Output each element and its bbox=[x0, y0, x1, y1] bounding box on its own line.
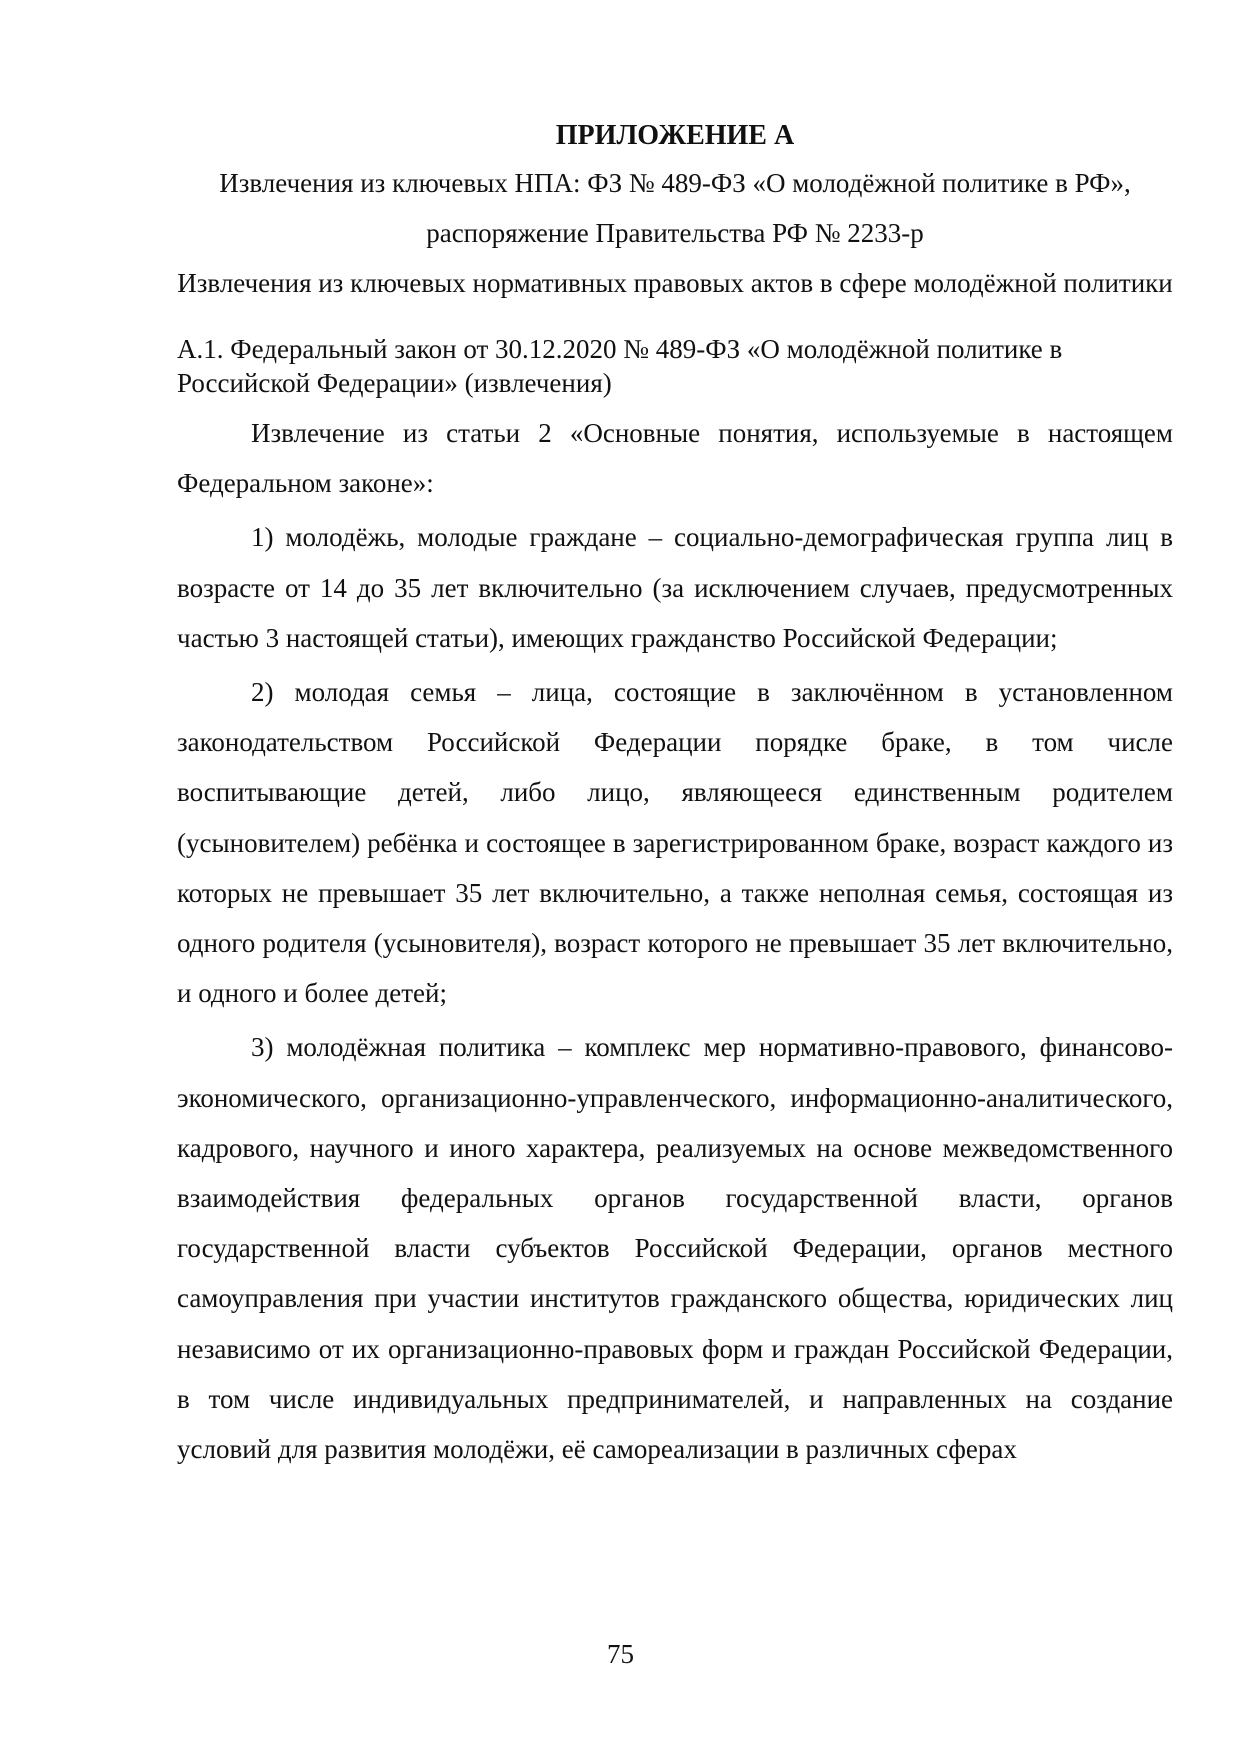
section-title: А.1. Федеральный закон от 30.12.2020 № 489-ФЗ «О молодёжной политике в Российской Федерации» (извлечения) bbox=[177, 334, 1063, 398]
paragraph-definition-youth-policy: 3) молодёжная политика – комплекс мер нормативно-правового, финансово-экономического, организационно-управленческого, информационно-аналитического, кадрового, научного и иного характера, реализуемых на основе межведомственного взаимодействия федеральных органов государственной власти, органов государственной власти субъектов Российской Федерации, органов местного самоуправления при участии институтов гражданского общества, юридических лиц независимо от их организационно-правовых форм и граждан Российской Федерации, в том числе индивидуальных предпринимателей, и направленных на создание условий для развития молодёжи, её самореализации в различных сферах bbox=[177, 1032, 1173, 1465]
page-number: 75 bbox=[607, 1639, 634, 1669]
paragraph-definition-young-family: 2) молодая семья – лица, состоящие в заключённом в установленном законодательством Российской Федерации порядке браке, в том числе воспитывающие детей, либо лицо, являющееся единственным родителем (усыновителем) ребёнка и состоящее в зарегистрированном браке, возраст каждого из которых не превышает 35 лет включительно, а также неполная семья, состоящая из одного родителя (усыновителя), возраст которого не превышает 35 лет включительно, и одного и более детей; bbox=[177, 677, 1173, 1009]
paragraph-intro: Извлечение из статьи 2 «Основные понятия, используемые в настоящем Федеральном законе»: bbox=[177, 418, 1173, 499]
page-content bbox=[177, 114, 1173, 1474]
paragraph-definition-youth: 1) молодёжь, молодые граждане – социально-демографическая группа лиц в возрасте от 14 до 35 лет включительно (за исключением случаев, предусмотренных частью 3 настоящей статьи), имеющих гражданство Российской Федерации; bbox=[177, 522, 1173, 653]
appendix-title: ПРИЛОЖЕНИЕ А bbox=[555, 120, 795, 151]
appendix-subtitle-line-1: Извлечения из ключевых НПА: ФЗ № 489-ФЗ «О молодёжной политике в РФ», bbox=[219, 168, 1131, 198]
appendix-subtitle-line-2: распоряжение Правительства РФ № 2233-р bbox=[426, 218, 924, 248]
appendix-heading: Извлечения из ключевых нормативных правовых актов в сфере молодёжной политики bbox=[177, 268, 1173, 298]
